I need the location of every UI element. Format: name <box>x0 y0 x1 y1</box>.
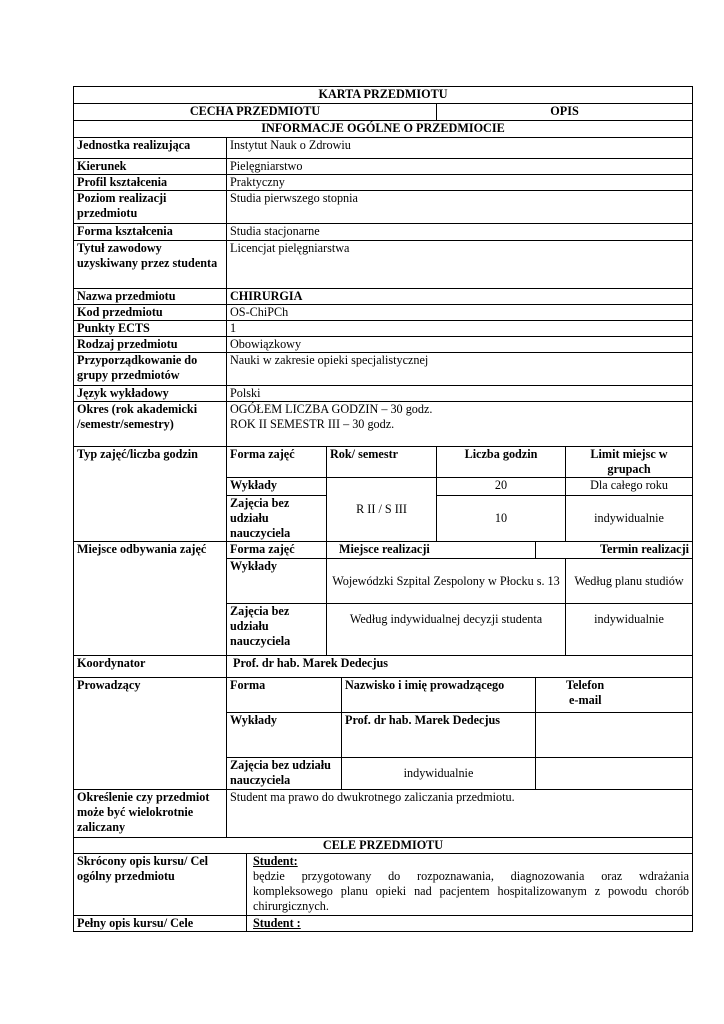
typ-header-rok: Rok/ semestr <box>327 447 437 478</box>
prowadzacy-row-forma: Zajęcia bez udziału nauczyciela <box>227 758 342 790</box>
miejsce-row-miejsce: Wojewódzki Szpital Zespolony w Płocku s. 13 <box>327 559 566 604</box>
typ-row-forma: Wykłady <box>227 478 327 496</box>
row-label-jezyk: Język wykładowy <box>74 386 227 402</box>
course-card-table <box>73 86 693 932</box>
miejsce-label: Miejsce odbywania zajęć <box>74 542 227 656</box>
row-value-tytul: Licencjat pielęgniarstwa <box>227 241 693 289</box>
zaliczanie-value: Student ma prawo do dwukrotnego zaliczania przedmiotu. <box>227 790 693 838</box>
row-label-kod: Kod przedmiotu <box>74 305 227 321</box>
miejsce-row-termin: indywidualnie <box>566 604 693 656</box>
miejsce-header-miejsce: Miejsce realizacji <box>327 542 536 559</box>
row-value-kod: OS-ChiPCh <box>227 305 693 321</box>
koordynator-label: Koordynator <box>74 656 227 678</box>
miejsce-row-forma: Wykłady <box>227 559 327 604</box>
col-header-right: OPIS <box>437 104 693 121</box>
cele-skrocony-text: będzie przygotowany do rozpoznawania, diagnozowania oraz wdrażania kompleksowego planu opieki nad pacjentem hospitalizowanym z powodu chorób chirurgicznych. <box>253 869 690 913</box>
prowadzacy-header-nazwisko: Nazwisko i imię prowadzącego <box>342 678 536 713</box>
typ-header-liczba: Liczba godzin <box>437 447 566 478</box>
typ-row-godziny: 20 <box>437 478 566 496</box>
prowadzacy-header-email: e-mail <box>569 693 602 707</box>
row-label-tytul: Tytuł zawodowy uzyskiwany przez studenta <box>74 241 227 289</box>
typ-row-limit: Dla całego roku <box>566 478 693 496</box>
section-general-header: INFORMACJE OGÓLNE O PRZEDMIOCIE <box>74 121 693 138</box>
row-label-jednostka: Jednostka realizująca <box>74 138 227 159</box>
prowadzacy-row-nazwisko: indywidualnie <box>342 758 536 790</box>
miejsce-header-termin: Termin realizacji <box>536 542 693 559</box>
row-value-forma: Studia stacjonarne <box>227 224 693 241</box>
typ-header-forma: Forma zajęć <box>227 447 327 478</box>
row-label-ects: Punkty ECTS <box>74 321 227 337</box>
cele-skrocony-head: Student: <box>253 854 298 868</box>
prowadzacy-row-forma: Wykłady <box>227 713 342 758</box>
okres-line-2: ROK II SEMESTR III – 30 godz. <box>230 417 395 431</box>
row-label-okres: Okres (rok akademicki /semestr/semestry) <box>74 402 227 447</box>
row-label-rodzaj: Rodzaj przedmiotu <box>74 337 227 353</box>
typ-row-forma: Zajęcia bez udziału nauczyciela <box>227 496 327 542</box>
typ-rok-value: R II / S III <box>327 478 437 542</box>
prowadzacy-header-forma: Forma <box>227 678 342 713</box>
row-value-rodzaj: Obowiązkowy <box>227 337 693 353</box>
row-label-nazwa: Nazwa przedmiotu <box>74 289 227 305</box>
prowadzacy-header-kontakt <box>536 678 693 713</box>
section-goals-header: CELE PRZEDMIOTU <box>74 838 693 854</box>
prowadzacy-row-nazwisko: Prof. dr hab. Marek Dedecjus <box>342 713 536 758</box>
row-value-grupa: Nauki w zakresie opieki specjalistycznej <box>227 353 693 386</box>
typ-row-godziny: 10 <box>437 496 566 542</box>
row-label-grupa: Przyporządkowanie do grupy przedmiotów <box>74 353 227 386</box>
prowadzacy-row-kontakt <box>536 713 693 758</box>
miejsce-row-termin: Według planu studiów <box>566 559 693 604</box>
card-title: KARTA PRZEDMIOTU <box>74 87 693 104</box>
cele-skrocony-value <box>247 854 693 916</box>
typ-header-limit: Limit miejsc w grupach <box>566 447 693 478</box>
row-label-profil: Profil kształcenia <box>74 175 227 191</box>
miejsce-header-forma: Forma zajęć <box>227 542 327 559</box>
col-header-left: CECHA PRZEDMIOTU <box>74 104 437 121</box>
row-label-poziom: Poziom realizacji przedmiotu <box>74 191 227 224</box>
koordynator-value: Prof. dr hab. Marek Dedecjus <box>227 656 693 678</box>
row-value-kierunek: Pielęgniarstwo <box>227 159 693 175</box>
prowadzacy-row-kontakt <box>536 758 693 790</box>
miejsce-row-miejsce: Według indywidualnej decyzji studenta <box>327 604 566 656</box>
row-value-nazwa: CHIRURGIA <box>227 289 693 305</box>
row-value-ects: 1 <box>227 321 693 337</box>
typ-label: Typ zajęć/liczba godzin <box>74 447 227 542</box>
row-value-jezyk: Polski <box>227 386 693 402</box>
zaliczanie-label: Określenie czy przedmiot może być wielokrotnie zaliczany <box>74 790 227 838</box>
row-value-okres <box>227 402 693 447</box>
okres-line-1: OGÓŁEM LICZBA GODZIN – 30 godz. <box>230 402 433 416</box>
cele-skrocony-label: Skrócony opis kursu/ Cel ogólny przedmiotu <box>74 854 247 916</box>
row-value-poziom: Studia pierwszego stopnia <box>227 191 693 224</box>
cele-pelny-head: Student : <box>247 916 693 932</box>
prowadzacy-header-telefon: Telefon <box>566 678 605 692</box>
prowadzacy-label: Prowadzący <box>74 678 227 790</box>
cele-pelny-label: Pełny opis kursu/ Cele <box>74 916 247 932</box>
row-value-profil: Praktyczny <box>227 175 693 191</box>
typ-row-limit: indywidualnie <box>566 496 693 542</box>
miejsce-row-forma: Zajęcia bez udziału nauczyciela <box>227 604 327 656</box>
row-label-forma: Forma kształcenia <box>74 224 227 241</box>
row-value-jednostka: Instytut Nauk o Zdrowiu <box>227 138 693 159</box>
row-label-kierunek: Kierunek <box>74 159 227 175</box>
